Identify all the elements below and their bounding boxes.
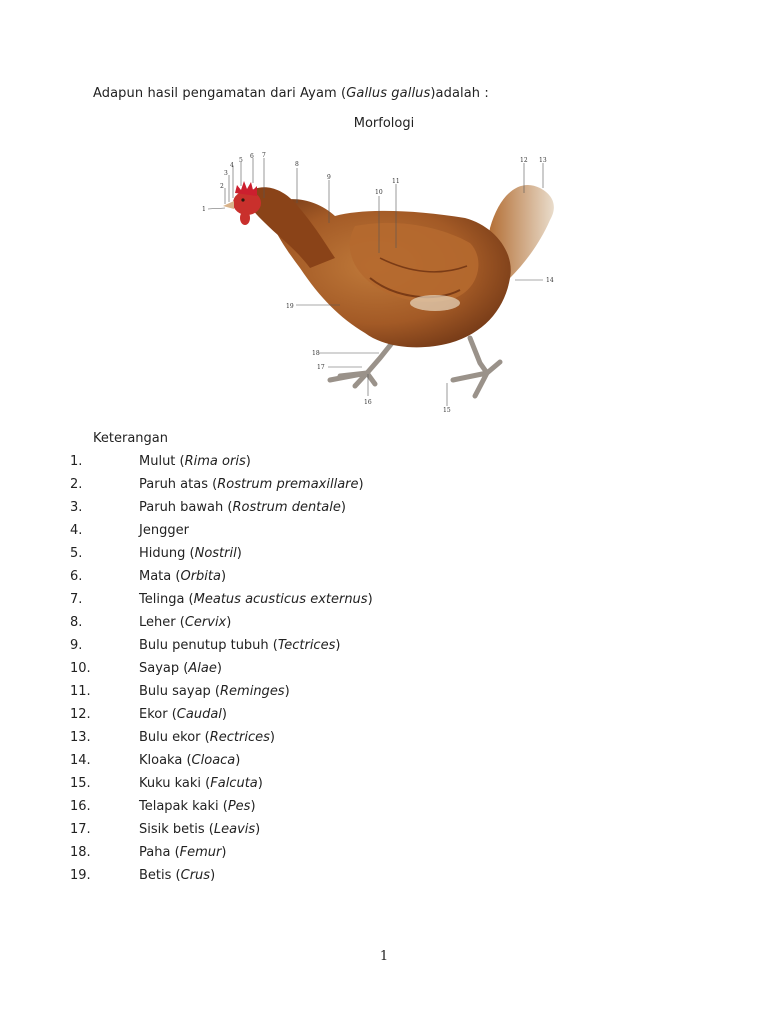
chicken-morphology-figure bbox=[195, 148, 565, 418]
callout-9: 9 bbox=[327, 174, 331, 181]
item-latin: Femur bbox=[179, 845, 222, 860]
list-item: 16. Telapak kaki (Pes) bbox=[70, 797, 373, 820]
item-number: 8. bbox=[70, 615, 83, 630]
item-number: 13. bbox=[70, 730, 91, 745]
item-number: 9. bbox=[70, 638, 83, 653]
item-name: Hidung bbox=[139, 546, 186, 561]
item-name: Mata bbox=[139, 569, 172, 584]
list-item: 7. Telinga (Meatus acusticus externus) bbox=[70, 590, 373, 613]
item-latin: Rostrum premaxillare bbox=[217, 477, 359, 492]
species-name: Gallus gallus bbox=[346, 86, 431, 101]
item-number: 19. bbox=[70, 868, 91, 883]
item-number: 15. bbox=[70, 776, 91, 791]
item-latin: Rostrum dentale bbox=[232, 500, 341, 515]
callout-14: 14 bbox=[546, 277, 554, 284]
item-number: 3. bbox=[70, 500, 83, 515]
item-latin: Nostril bbox=[194, 546, 237, 561]
callout-5: 5 bbox=[239, 157, 243, 164]
list-item: 3. Paruh bawah (Rostrum dentale) bbox=[70, 498, 373, 521]
list-item: 18. Paha (Femur) bbox=[70, 843, 373, 866]
item-latin: Reminges bbox=[220, 684, 285, 699]
item-name: Bulu sayap bbox=[139, 684, 211, 699]
callout-3: 3 bbox=[224, 170, 228, 177]
callout-6: 6 bbox=[250, 153, 254, 160]
item-name: Sisik betis bbox=[139, 822, 205, 837]
callout-8: 8 bbox=[295, 161, 299, 168]
item-latin: Alae bbox=[188, 661, 217, 676]
item-number: 7. bbox=[70, 592, 83, 607]
list-item: 15. Kuku kaki (Falcuta) bbox=[70, 774, 373, 797]
list-item: 13. Bulu ekor (Rectrices) bbox=[70, 728, 373, 751]
list-item: 12. Ekor (Caudal) bbox=[70, 705, 373, 728]
item-name: Bulu ekor bbox=[139, 730, 201, 745]
item-latin: Crus bbox=[180, 868, 211, 883]
item-latin: Rectrices bbox=[209, 730, 270, 745]
item-latin: Cervix bbox=[184, 615, 227, 630]
item-latin: Meatus acusticus externus bbox=[193, 592, 368, 607]
item-latin: Tectrices bbox=[277, 638, 336, 653]
section-title: Morfologi bbox=[353, 116, 415, 131]
item-name: Paha bbox=[139, 845, 171, 860]
item-name: Mulut bbox=[139, 454, 176, 469]
item-number: 6. bbox=[70, 569, 83, 584]
list-item: 6. Mata (Orbita) bbox=[70, 567, 373, 590]
item-latin: Rima oris bbox=[184, 454, 246, 469]
item-number: 10. bbox=[70, 661, 91, 676]
item-name: Kloaka bbox=[139, 753, 183, 768]
callout-19: 19 bbox=[286, 303, 294, 310]
chicken-illustration bbox=[195, 148, 565, 418]
page-number: 1 bbox=[379, 949, 389, 964]
item-number: 11. bbox=[70, 684, 91, 699]
item-latin: Pes bbox=[227, 799, 251, 814]
list-item: 17. Sisik betis (Leavis) bbox=[70, 820, 373, 843]
item-number: 5. bbox=[70, 546, 83, 561]
intro-sentence bbox=[93, 86, 489, 101]
intro-text: Adapun hasil pengamatan dari Ayam ( bbox=[93, 86, 347, 101]
callout-2: 2 bbox=[220, 183, 224, 190]
item-name: Kuku kaki bbox=[139, 776, 202, 791]
item-latin: Caudal bbox=[176, 707, 222, 722]
callout-13: 13 bbox=[539, 157, 547, 164]
list-item: 19. Betis (Crus) bbox=[70, 866, 373, 889]
legend-list bbox=[70, 452, 373, 889]
item-number: 12. bbox=[70, 707, 91, 722]
item-number: 16. bbox=[70, 799, 91, 814]
item-name: Ekor bbox=[139, 707, 168, 722]
item-latin: Falcuta bbox=[210, 776, 258, 791]
item-number: 18. bbox=[70, 845, 91, 860]
list-item: 2. Paruh atas (Rostrum premaxillare) bbox=[70, 475, 373, 498]
callout-18: 18 bbox=[312, 350, 320, 357]
item-name: Bulu penutup tubuh bbox=[139, 638, 269, 653]
item-number: 17. bbox=[70, 822, 91, 837]
list-item: 9. Bulu penutup tubuh (Tectrices) bbox=[70, 636, 373, 659]
list-item: 10. Sayap (Alae) bbox=[70, 659, 373, 682]
item-number: 14. bbox=[70, 753, 91, 768]
callout-7: 7 bbox=[262, 152, 266, 159]
item-name: Telapak kaki bbox=[139, 799, 219, 814]
callout-1: 1 bbox=[202, 206, 206, 213]
item-number: 4. bbox=[70, 523, 83, 538]
callout-11: 11 bbox=[392, 178, 400, 185]
item-name: Sayap bbox=[139, 661, 180, 676]
item-latin: Orbita bbox=[180, 569, 221, 584]
item-number: 1. bbox=[70, 454, 83, 469]
list-item: 1. Mulut (Rima oris) bbox=[70, 452, 373, 475]
callout-17: 17 bbox=[317, 364, 325, 371]
item-name: Betis bbox=[139, 868, 172, 883]
callout-10: 10 bbox=[375, 189, 383, 196]
callout-4: 4 bbox=[230, 162, 234, 169]
list-item bbox=[70, 521, 373, 544]
legend-title: Keterangan bbox=[93, 431, 168, 446]
item-name: Jengger bbox=[139, 523, 189, 538]
item-name: Telinga bbox=[139, 592, 185, 607]
item-name: Paruh atas bbox=[139, 477, 208, 492]
list-item: 11. Bulu sayap (Reminges) bbox=[70, 682, 373, 705]
list-item: 8. Leher (Cervix) bbox=[70, 613, 373, 636]
item-name: Paruh bawah bbox=[139, 500, 224, 515]
callout-16: 16 bbox=[364, 399, 372, 406]
item-latin: Leavis bbox=[213, 822, 256, 837]
callout-12: 12 bbox=[520, 157, 528, 164]
item-name: Leher bbox=[139, 615, 176, 630]
item-number: 2. bbox=[70, 477, 83, 492]
callout-15: 15 bbox=[443, 407, 451, 414]
intro-text-end: )adalah : bbox=[430, 86, 489, 101]
list-item: 14. Kloaka (Cloaca) bbox=[70, 751, 373, 774]
list-item: 5. Hidung (Nostril) bbox=[70, 544, 373, 567]
item-latin: Cloaca bbox=[191, 753, 236, 768]
